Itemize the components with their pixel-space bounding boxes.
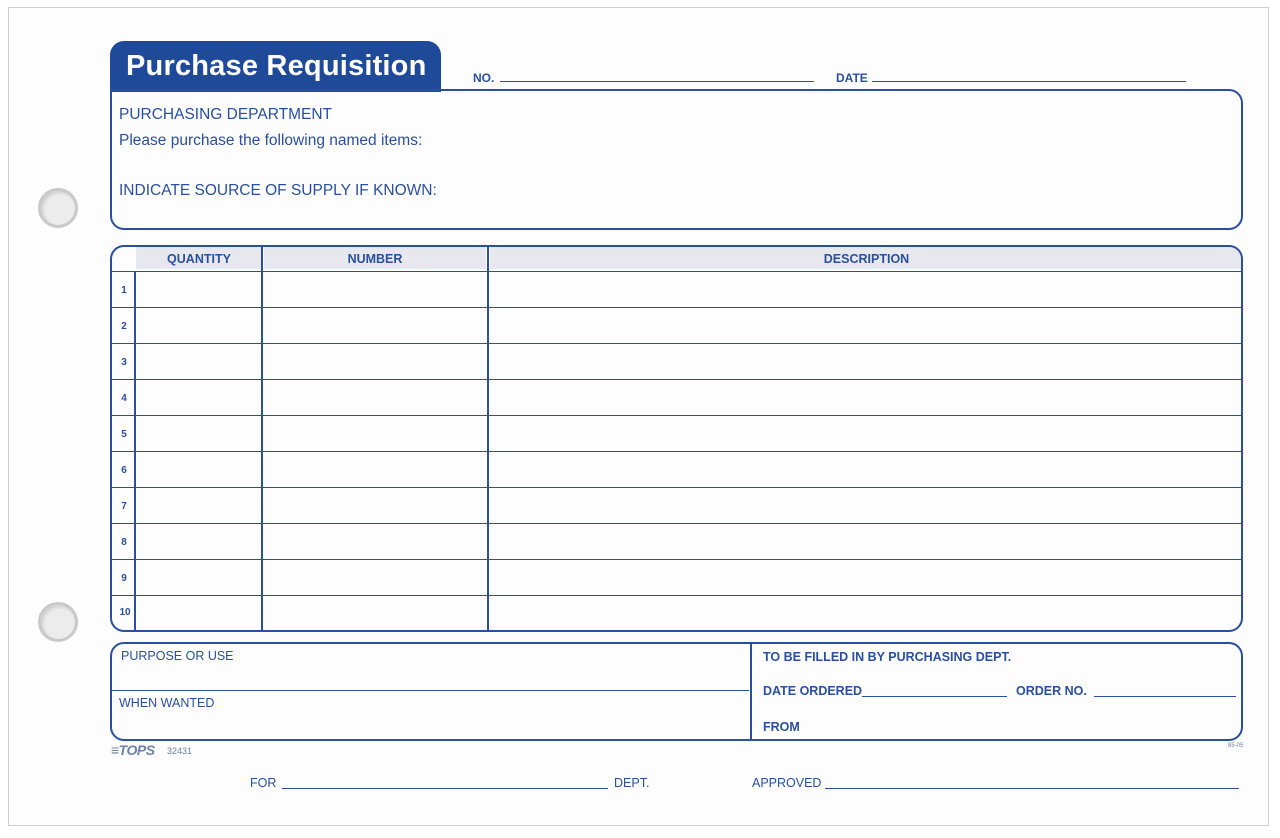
tops-logo-mark: ≡ bbox=[111, 742, 119, 758]
section-divider bbox=[750, 644, 752, 739]
date-ordered-label: DATE ORDERED bbox=[763, 684, 863, 698]
row-line bbox=[112, 307, 1241, 308]
order-no-label: ORDER NO. bbox=[1016, 684, 1087, 698]
row-number: 10 bbox=[119, 607, 131, 618]
dept-label: DEPT. bbox=[614, 776, 650, 790]
form-title: Purchase Requisition bbox=[110, 41, 441, 92]
when-wanted-label: WHEN WANTED bbox=[119, 696, 215, 710]
source-of-supply-label: INDICATE SOURCE OF SUPPLY IF KNOWN: bbox=[119, 182, 437, 199]
for-label: FOR bbox=[250, 776, 277, 790]
date-label: DATE bbox=[836, 71, 868, 85]
column-header-description: DESCRIPTION bbox=[490, 247, 1243, 269]
row-number: 1 bbox=[121, 285, 127, 296]
column-divider bbox=[487, 247, 489, 630]
order-no-field[interactable] bbox=[1094, 696, 1236, 697]
approved-field[interactable] bbox=[825, 788, 1239, 789]
date-ordered-field[interactable] bbox=[862, 696, 1007, 697]
no-field[interactable] bbox=[500, 81, 814, 82]
form-revision-code: 85-05 bbox=[1228, 743, 1244, 749]
approved-label: APPROVED bbox=[752, 776, 822, 790]
punch-hole-bottom bbox=[38, 602, 78, 642]
row-number: 4 bbox=[121, 393, 127, 404]
purchase-details-box bbox=[110, 642, 1243, 741]
column-header-quantity: QUANTITY bbox=[136, 247, 262, 269]
column-divider bbox=[261, 247, 263, 630]
purpose-label: PURPOSE OR USE bbox=[121, 649, 234, 663]
tops-logo-text: TOPS bbox=[118, 742, 155, 758]
row-line bbox=[112, 379, 1241, 380]
row-number: 3 bbox=[121, 357, 127, 368]
purpose-divider bbox=[112, 690, 749, 691]
purchasing-instructions-box bbox=[110, 89, 1243, 230]
row-number: 8 bbox=[121, 537, 127, 548]
column-header-number: NUMBER bbox=[264, 247, 486, 269]
row-line bbox=[112, 343, 1241, 344]
row-line bbox=[112, 559, 1241, 560]
punch-hole-top bbox=[38, 188, 78, 228]
row-number: 9 bbox=[121, 573, 127, 584]
row-line bbox=[112, 451, 1241, 452]
items-table bbox=[110, 245, 1243, 632]
row-number: 6 bbox=[121, 465, 127, 476]
row-number: 5 bbox=[121, 429, 127, 440]
please-purchase-text: Please purchase the following named items: bbox=[119, 132, 423, 149]
purchasing-dept-text: PURCHASING DEPARTMENT bbox=[119, 106, 333, 123]
row-number: 2 bbox=[121, 321, 127, 332]
no-label: NO. bbox=[473, 71, 495, 85]
from-label: FROM bbox=[763, 720, 800, 734]
purchasing-dept-header: TO BE FILLED IN BY PURCHASING DEPT. bbox=[763, 650, 1012, 664]
row-line bbox=[112, 595, 1241, 596]
date-field[interactable] bbox=[872, 81, 1186, 82]
tops-logo bbox=[111, 742, 155, 758]
row-line bbox=[112, 487, 1241, 488]
for-field[interactable] bbox=[282, 788, 608, 789]
row-line bbox=[112, 523, 1241, 524]
row-line bbox=[112, 415, 1241, 416]
row-line bbox=[112, 271, 1241, 272]
product-code: 32431 bbox=[167, 746, 193, 756]
row-number: 7 bbox=[121, 501, 127, 512]
